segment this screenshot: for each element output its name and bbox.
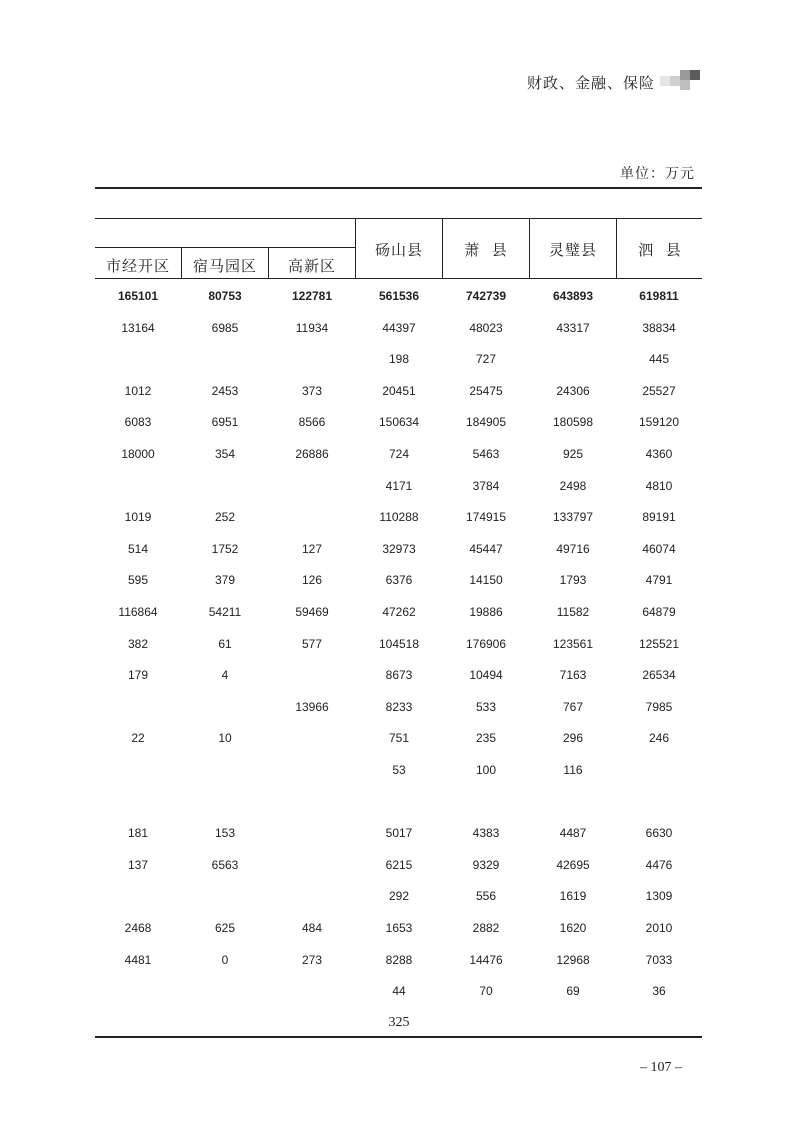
table-cell: 180598 [552,415,594,430]
table-cell: 36 [652,984,666,999]
column-header: 宿马园区 [192,257,257,275]
table-cell: 625 [214,921,236,935]
header-bottom-rule [95,278,702,279]
table-cell: 184905 [465,415,507,430]
table-cell: 2882 [472,921,500,935]
page-number: – 107 – [640,1060,682,1075]
table-cell: 6951 [211,415,239,430]
table-cell: 14476 [469,952,503,967]
table-cell: 123561 [552,636,594,651]
table-cell: 6376 [385,573,413,588]
table-cell: 619811 [639,289,679,303]
table-cell: 198 [388,352,410,367]
table-cell: 64879 [642,605,676,619]
table-cell: 595 [127,573,149,588]
table-cell: 110288 [379,510,419,525]
table-cell: 5017 [385,826,413,841]
column-header: 砀山县 [374,241,423,259]
table-cell: 273 [301,952,323,967]
header-top-rule [95,218,702,219]
table-cell: 6630 [645,826,673,841]
table-cell: 6215 [385,857,413,872]
table-cell: 643893 [552,289,594,303]
table-cell: 2468 [124,921,152,935]
table-cell: 561536 [378,289,420,303]
column-header: 灵璧县 [548,241,597,259]
table-cell: 89191 [642,510,676,525]
table-cell: 4383 [472,826,500,841]
table-cell: 577 [301,636,323,651]
table-cell: 296 [562,731,584,746]
table-cell: 727 [475,352,497,367]
table-cell: 10494 [469,668,503,683]
table-cell: 137 [127,857,149,872]
table-cell: 1752 [211,541,239,556]
table-cell: 159120 [638,415,680,430]
table-cell: 165101 [117,289,159,303]
table-cell: 12968 [556,952,590,967]
table-cell: 61 [218,636,232,651]
table-cell: 116864 [118,605,158,619]
table-cell: 26534 [642,668,676,683]
table-cell: 153 [214,826,236,841]
table-cell: 125521 [638,636,680,651]
table-cell: 133797 [552,510,594,525]
table-cell: 54211 [208,605,242,619]
table-cell: 925 [562,447,584,461]
table-cell: 24306 [556,383,590,398]
table-cell: 1012 [124,383,152,398]
table-cell: 44 [392,984,406,999]
table-cell: 4360 [645,447,673,461]
table-cell: 11934 [295,320,329,335]
table-cell: 13966 [295,699,329,714]
table-cell: 1620 [559,921,587,935]
top-rule [95,187,702,189]
table-cell: 2498 [559,478,587,493]
table-cell: 4791 [645,573,673,588]
table-cell: 252 [214,510,236,525]
table-cell: 10 [218,731,232,746]
table-cell: 181 [127,826,149,841]
table-cell: 179 [127,668,149,683]
table-cell: 11582 [556,605,590,619]
table-cell: 53 [392,763,406,777]
section-title: 财政、金融、保险 [527,74,656,92]
unit-label: 单位：万元 [620,166,695,182]
table-cell: 45447 [469,541,503,556]
table-cell: 69 [566,984,580,999]
table-cell: 44397 [382,320,416,335]
table-cell: 70 [479,984,493,999]
table-cell: 47262 [382,605,416,619]
table-cell: 18000 [121,447,155,461]
table-cell: 724 [388,447,410,461]
table-cell: 445 [648,352,670,367]
table-cell: 533 [475,699,497,714]
table-cell: 1653 [385,921,413,935]
table-cell: 1019 [124,510,152,525]
table-cell: 354 [214,447,236,461]
table-cell: 6083 [124,415,152,430]
table-cell: 325 [388,1014,410,1030]
subheader-rule [95,247,355,248]
table-cell: 379 [214,573,236,588]
table-cell: 7163 [559,668,587,683]
table-cell: 176906 [465,636,507,651]
table-cell: 122781 [291,289,333,303]
table-cell: 742739 [465,289,507,303]
decorative-squares-icon [660,70,702,92]
table-cell: 373 [301,383,323,398]
table-cell: 4 [221,668,229,683]
table-cell: 4476 [645,857,673,872]
table-cell: 42695 [556,857,590,872]
column-header: 萧 县 [464,241,508,259]
table-cell: 150634 [378,415,420,430]
table-cell: 32973 [382,541,416,556]
table-cell: 126 [301,573,323,588]
table-cell: 5463 [472,447,500,461]
table-cell: 7033 [645,952,673,967]
table-cell: 1309 [645,889,673,904]
table-cell: 43317 [556,320,590,335]
table-cell: 8566 [298,415,326,430]
table-cell: 49716 [556,541,590,556]
table-cell: 3784 [472,478,500,493]
table-cell: 4810 [645,478,673,493]
table-cell: 100 [475,763,497,777]
table-cell: 4481 [124,952,152,967]
table-cell: 514 [127,541,149,556]
table-cell: 13164 [121,320,155,335]
table-cell: 20451 [382,383,416,398]
table-cell: 751 [388,731,410,746]
table-cell: 46074 [642,541,676,556]
table-cell: 382 [127,636,149,651]
table-cell: 104518 [378,636,420,651]
table-cell: 8288 [385,952,413,967]
table-cell: 4487 [559,826,587,841]
table-cell: 4171 [385,478,413,493]
table-cell: 556 [475,889,497,904]
bottom-rule [95,1036,702,1038]
table-cell: 6985 [211,320,239,335]
table-cell: 2010 [645,921,673,935]
table-cell: 7985 [645,699,673,714]
table-cell: 8233 [385,699,413,714]
table-cell: 174915 [465,510,507,525]
table-cell: 0 [221,952,229,967]
table-cell: 80753 [208,289,242,303]
table-cell: 38834 [642,320,676,335]
table-cell: 116 [563,763,583,777]
table-cell: 59469 [295,605,329,619]
table-cell: 22 [131,731,145,746]
table-cell: 1793 [559,573,587,588]
table-cell: 25527 [642,383,676,398]
table-cell: 1619 [559,889,587,904]
table-cell: 26886 [295,447,329,461]
table-cell: 484 [301,921,323,935]
table-cell: 6563 [211,857,239,872]
table-cell: 8673 [385,668,413,683]
column-header: 泗 县 [638,241,682,259]
table-cell: 2453 [211,383,239,398]
table-cell: 25475 [469,383,503,398]
table-cell: 767 [562,699,584,714]
table-cell: 292 [388,889,410,904]
table-cell: 14150 [469,573,503,588]
table-cell: 246 [648,731,670,746]
table-cell: 19886 [469,605,503,619]
table-cell: 48023 [469,320,503,335]
table-cell: 235 [475,731,497,746]
table-cell: 9329 [472,857,500,872]
table-cell: 127 [301,541,323,556]
column-header: 市经开区 [105,257,170,275]
column-header: 高新区 [287,257,336,275]
